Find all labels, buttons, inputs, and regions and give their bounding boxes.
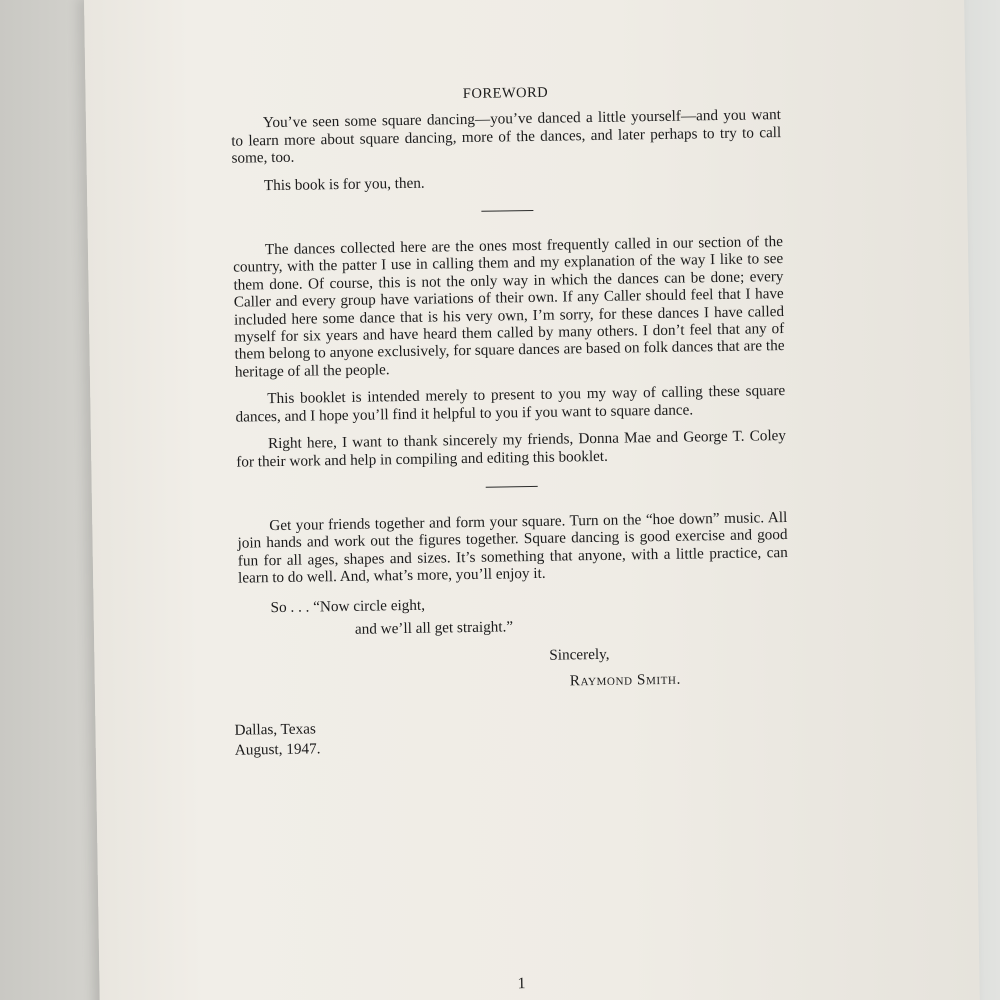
place: Dallas, Texas bbox=[234, 720, 316, 739]
booklet-page bbox=[84, 0, 980, 1000]
dances-paragraph: The dances collected here are the ones most frequently called in our section of the country, with the patter I use in calling them and my explanation of the way I like to see them done. Of course, this is not the only way in which the dances can be done; every Caller and every group have variations of their own. If any Caller should feel that I have included here some dance that is his very own, I’m sorry, for these dances I have called myself for six years and have heard them called by many others. I don’t feel that any of them belong to anyone exclusively, for square dances are based on folk dances that are the heritage of all the people. bbox=[233, 233, 785, 381]
quote-line-1: So . . . “Now circle eight, bbox=[270, 596, 426, 616]
for-you-line: This book is for you, then. bbox=[263, 174, 425, 194]
foreword-content bbox=[230, 81, 790, 761]
valediction: Sincerely, bbox=[549, 646, 610, 665]
page-title: FOREWORD bbox=[462, 84, 549, 103]
section-divider bbox=[486, 486, 538, 488]
thanks-paragraph: Right here, I want to thank sincerely my friends, Donna Mae and George T. Coley for their work and help in compiling and editing this booklet. bbox=[236, 427, 787, 471]
quote-line-2: and we’ll all get straight.” bbox=[354, 618, 514, 638]
section-divider bbox=[481, 210, 533, 212]
signature: Raymond Smith. bbox=[569, 670, 682, 690]
closing-paragraph: Get your friends together and form your square. Turn on the “hoe down” music. All join hands and work out the figures together. Square dancing is good exercise and good fun for all ages, shapes and sizes. It’s something that anyone, with a little practice, can learn to do well. And, what’s more, you’ll enjoy it. bbox=[237, 508, 788, 587]
page-number: 1 bbox=[517, 975, 526, 993]
booklet-purpose-paragraph: This booklet is intended merely to present to you my way of calling these square dances, and I hope you’ll find it helpful to you if you want to square dance. bbox=[235, 382, 786, 426]
date: August, 1947. bbox=[234, 740, 321, 759]
place-and-date bbox=[234, 712, 791, 761]
intro-paragraph: You’ve seen some square dancing—you’ve danced a little yourself—and you want to learn more about square dancing, more of the dances, and later perhaps to try to call some, too. bbox=[231, 106, 782, 167]
